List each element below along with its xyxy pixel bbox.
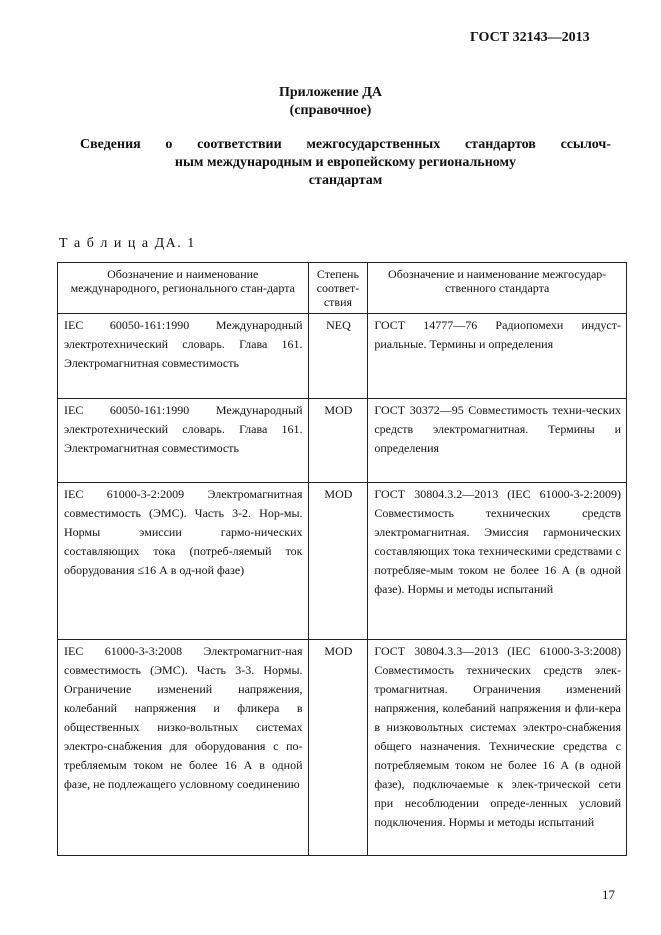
- section-heading-line-3: стандартам: [308, 173, 383, 188]
- standards-correspondence-table: [57, 262, 627, 856]
- section-heading-line-2: ным международным и европейскому региональному: [174, 155, 517, 170]
- appendix-title-block: [0, 84, 661, 120]
- cell-international: IEC 60050-161:1990 Международный электротехнический словарь. Глава 161. Электромагнитная совместимость: [58, 399, 309, 483]
- table-row: [58, 399, 627, 483]
- page-number: 17: [602, 887, 615, 902]
- header-degree-of-correspondence: Степень соответ-ствия: [308, 263, 368, 314]
- appendix-title: Приложение ДА: [278, 85, 383, 100]
- appendix-subtitle: (справочное): [289, 103, 372, 118]
- cell-degree: MOD: [308, 399, 368, 483]
- table-caption: Т а б л и ц а ДА. 1: [59, 236, 196, 251]
- cell-degree: MOD: [308, 483, 368, 640]
- cell-international: IEC 60050-161:1990 Международный электротехнический словарь. Глава 161. Электромагнитная совместимость: [58, 314, 309, 399]
- cell-degree: MOD: [308, 640, 368, 856]
- header-international-standard: Обозначение и наименование международного, регионального стан-дарта: [58, 263, 309, 314]
- cell-international: IEC 61000-3-2:2009 Электромагнитная совместимость (ЭМС). Часть 3-2. Нор-мы. Нормы эмиссии гармо-нических составляющих тока (потреб-ляемый ток оборудования ≤16 А в од-ной фазе): [58, 483, 309, 640]
- document-standard-number: ГОСТ 32143—2013: [470, 30, 590, 45]
- table-header-row: [58, 263, 627, 314]
- table-row: [58, 314, 627, 399]
- table-row: [58, 640, 627, 856]
- table-row: [58, 483, 627, 640]
- cell-interstate: ГОСТ 30372—95 Совместимость техни-ческих средств электромагнитная. Термины и определения: [368, 399, 627, 483]
- cell-international: IEC 61000-3-3:2008 Электромагнит-ная совместимость (ЭМС). Часть 3-3. Нормы. Ограничение изменений напряжения, колебаний напряжения и фликера в общественных низко-вольтных системах электро-снабжения для оборудования с по-требляемым током не более 16 А в одной фазе, не подлежащего условному соединению: [58, 640, 309, 856]
- cell-interstate: ГОСТ 30804.3.2—2013 (IEC 61000-3-2:2009) Совместимость технических средств электромагнитная. Эмиссия гармонических составляющих тока техническими средствами с потребляе-мым током не более 16 А (в одной фазе). Нормы и методы испытаний: [368, 483, 627, 640]
- cell-interstate: ГОСТ 30804.3.3—2013 (IEC 61000-3-3:2008) Совместимость технических средств элек-тромагнитная. Ограничения изменений напряжения, колебаний напряжения и фли-кера в низковольтных системах электро-снабжения общего назначения. Технические средства с потребляемым током не более 16 А (в одной фазе), подключаемые к элек-трической сети при несоблюдении опреде-ленных условий подключения. Нормы и методы испытаний: [368, 640, 627, 856]
- section-heading: [80, 136, 611, 190]
- cell-interstate: ГОСТ 14777—76 Радиопомехи индуст-риальные. Термины и определения: [368, 314, 627, 399]
- section-heading-line-1: Сведения о соответствии межгосударственных стандартов ссылоч-: [80, 137, 611, 152]
- cell-degree: NEQ: [308, 314, 368, 399]
- header-interstate-standard: Обозначение и наименование межгосудар-ственного стандарта: [368, 263, 627, 314]
